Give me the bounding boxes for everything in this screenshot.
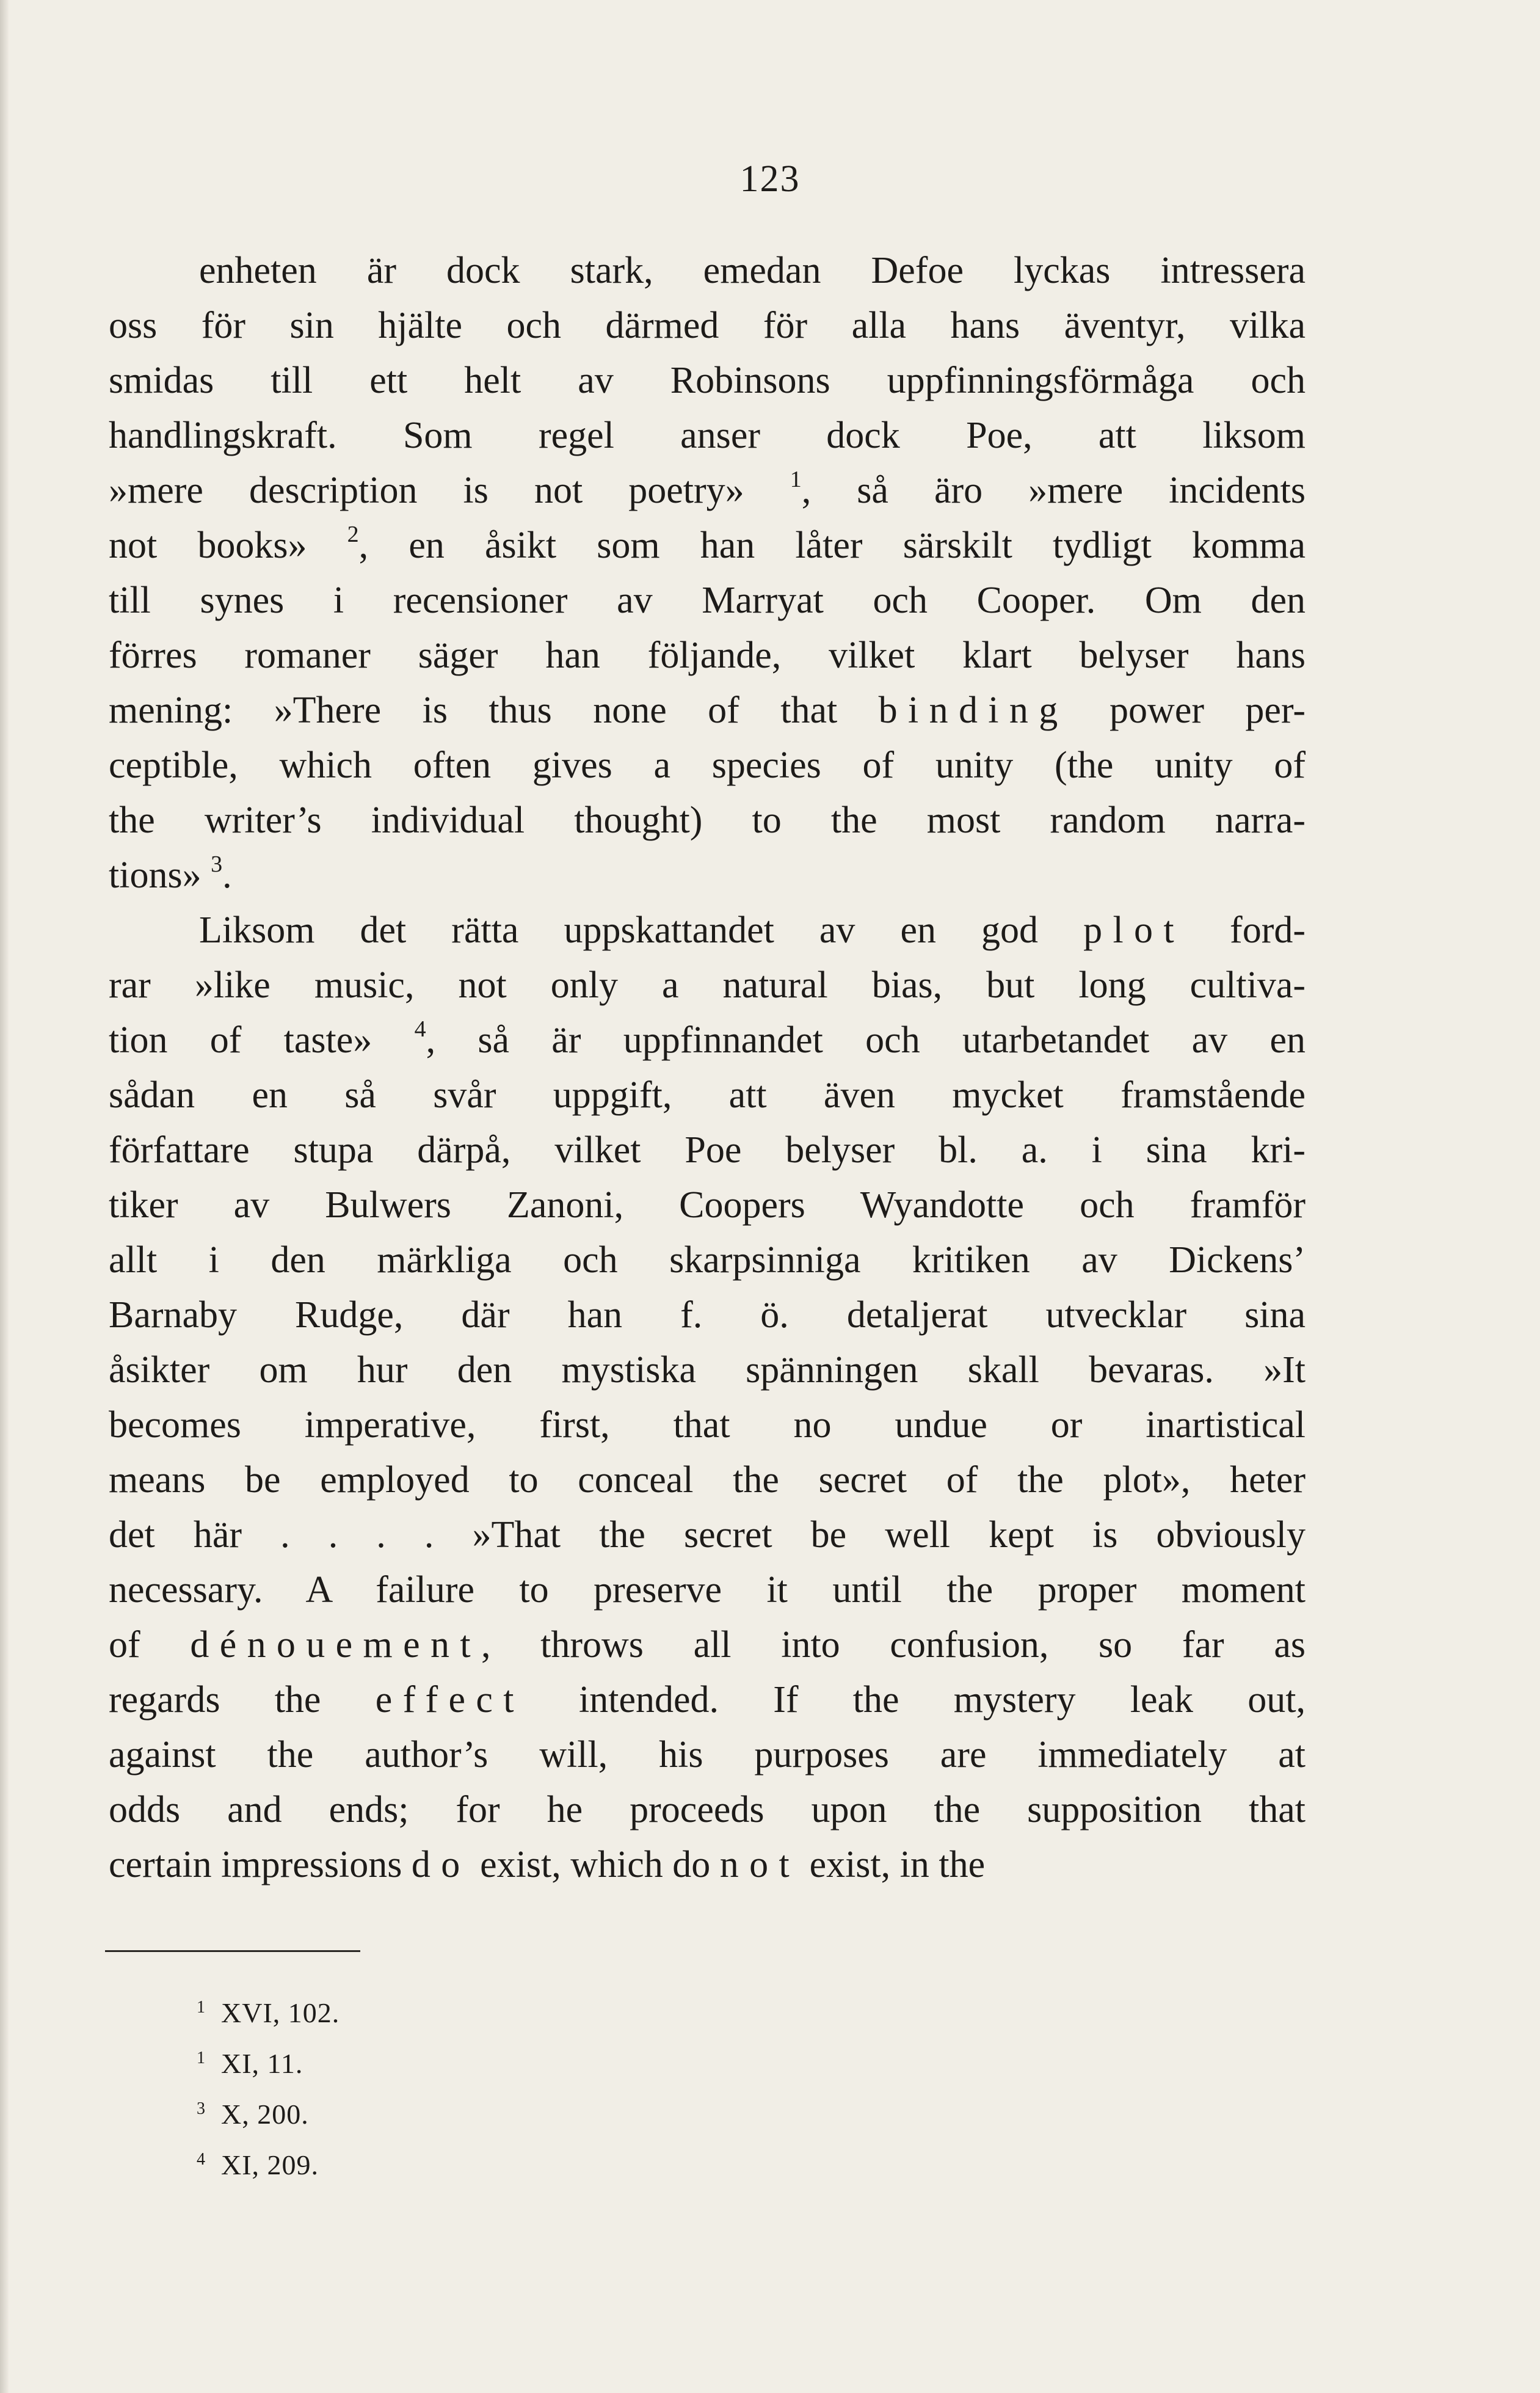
- text-segment: förres romaner säger han följande, vilket klart belyser hans: [109, 635, 1306, 676]
- spaced-emphasis: binding: [878, 690, 1069, 731]
- paragraph-2: [109, 903, 1306, 1892]
- text-line: [109, 1562, 1306, 1617]
- text-line: [109, 1837, 1306, 1892]
- footnote-marker: 3: [197, 2099, 205, 2118]
- paragraph-1: [109, 243, 1306, 903]
- text-segment: regards the: [109, 1679, 376, 1721]
- text-line: [109, 573, 1306, 628]
- text-segment: intended. If the mystery leak out,: [524, 1679, 1306, 1721]
- footnote-separator: [105, 1950, 360, 1952]
- text-segment: enheten är dock stark, emedan Defoe lyckas intressera: [199, 250, 1306, 291]
- text-line: [109, 683, 1306, 738]
- footnote-reference: 1: [790, 467, 802, 492]
- footnote-text: XVI, 102.: [221, 1997, 340, 2028]
- footnote-reference: 4: [414, 1016, 426, 1042]
- text-segment: , en åsikt som han låter särskilt tydligt komma: [358, 525, 1306, 566]
- body-text: [109, 243, 1306, 1892]
- text-segment: Liksom det rätta uppskattandet av en god: [199, 909, 1084, 951]
- text-segment: , throws all into confusion, so far as: [481, 1624, 1306, 1666]
- text-segment: tiker av Bulwers Zanoni, Coopers Wyandotte och framför: [109, 1184, 1306, 1226]
- footnote: [197, 2033, 340, 2083]
- text-segment: exist, which do: [470, 1844, 720, 1885]
- footnote-reference: 2: [347, 522, 359, 547]
- footnote-text: XI, 209.: [221, 2149, 319, 2180]
- text-segment: åsikter om hur den mystiska spänningen skall bevaras. »It: [109, 1349, 1306, 1391]
- footnote-marker: 1: [197, 2049, 205, 2067]
- footnote-text: X, 200.: [221, 2099, 309, 2130]
- footnote-marker: 1: [197, 1998, 205, 2017]
- text-segment: , så är uppfinnandet och utarbetandet av en: [426, 1019, 1306, 1061]
- text-segment: oss för sin hjälte och därmed för alla hans äventyr, vilka: [109, 305, 1306, 346]
- page-number: 123: [739, 158, 801, 200]
- text-segment: odds and ends; for he proceeds upon the supposition that: [109, 1789, 1306, 1830]
- text-line: [109, 1123, 1306, 1178]
- text-segment: of: [109, 1624, 191, 1666]
- text-line: [109, 1672, 1306, 1727]
- text-segment: tion of taste»: [109, 1019, 415, 1061]
- text-segment: means be employed to conceal the secret of the plot», heter: [109, 1459, 1306, 1501]
- text-line: [109, 1013, 1306, 1068]
- text-segment: till synes i recensioner av Marryat och Cooper. Om den: [109, 580, 1306, 621]
- footnotes: [197, 1982, 340, 2185]
- text-line: [109, 1178, 1306, 1233]
- text-line: [109, 408, 1306, 463]
- text-line: [109, 628, 1306, 683]
- text-segment: det här . . . . »That the secret be well kept is obviously: [109, 1514, 1306, 1556]
- text-line: [109, 1068, 1306, 1123]
- text-line: [109, 1342, 1306, 1397]
- text-line: [109, 1507, 1306, 1562]
- spaced-emphasis: not: [719, 1844, 801, 1885]
- text-segment: Barnaby Rudge, där han f. ö. detaljerat utvecklar sina: [109, 1294, 1306, 1336]
- text-line: [109, 298, 1306, 353]
- text-line: [109, 903, 1306, 958]
- text-segment: certain impressions: [109, 1844, 412, 1885]
- text-line: [109, 848, 1306, 903]
- text-segment: necessary. A failure to preserve it until the proper moment: [109, 1569, 1306, 1611]
- text-line: [109, 738, 1306, 793]
- text-line: [109, 958, 1306, 1013]
- page-edge-shadow: [0, 0, 9, 2393]
- footnote: [197, 1982, 340, 2033]
- text-line: [109, 1782, 1306, 1837]
- footnote: [197, 2134, 340, 2185]
- footnote-text: XI, 11.: [221, 2048, 303, 2079]
- text-line: [109, 518, 1306, 573]
- text-segment: smidas till ett helt av Robinsons uppfinningsförmåga och: [109, 360, 1306, 401]
- text-segment: tions»: [109, 854, 211, 896]
- text-line: [109, 1233, 1306, 1288]
- text-segment: handlingskraft. Som regel anser dock Poe, att liksom: [109, 415, 1306, 456]
- footnote-marker: 4: [197, 2150, 205, 2169]
- text-segment: , så äro »mere incidents: [801, 470, 1306, 511]
- text-segment: rar »like music, not only a natural bias, but long cultiva-: [109, 964, 1306, 1006]
- text-line: [109, 243, 1306, 298]
- text-segment: power per-: [1068, 690, 1306, 731]
- spaced-emphasis: effect: [375, 1679, 525, 1721]
- text-segment: not books»: [109, 525, 347, 566]
- text-segment: sådan en så svår uppgift, att även mycket framstående: [109, 1074, 1306, 1116]
- text-line: [109, 793, 1306, 848]
- spaced-emphasis: plot: [1083, 909, 1185, 951]
- text-segment: ford-: [1185, 909, 1306, 951]
- text-segment: against the author’s will, his purposes are immediately at: [109, 1734, 1306, 1776]
- text-segment: författare stupa därpå, vilket Poe belyser bl. a. i sina kri-: [109, 1129, 1306, 1171]
- text-segment: exist, in the: [800, 1844, 986, 1885]
- footnote: [197, 2083, 340, 2134]
- text-segment: the writer’s individual thought) to the most random narra-: [109, 799, 1306, 841]
- text-line: [109, 1397, 1306, 1452]
- text-segment: .: [222, 854, 232, 896]
- text-segment: ceptible, which often gives a species of unity (the unity of: [109, 745, 1306, 786]
- text-segment: mening: »There is thus none of that: [109, 690, 879, 731]
- spaced-emphasis: do: [411, 1844, 471, 1885]
- footnote-reference: 3: [211, 851, 223, 877]
- text-segment: »mere description is not poetry»: [109, 470, 790, 511]
- text-line: [109, 1452, 1306, 1507]
- text-line: [109, 1727, 1306, 1782]
- text-segment: allt i den märkliga och skarpsinniga kritiken av Dickens’: [109, 1239, 1306, 1281]
- text-segment: becomes imperative, first, that no undue or inartistical: [109, 1404, 1306, 1446]
- text-line: [109, 463, 1306, 518]
- text-line: [109, 1288, 1306, 1342]
- text-line: [109, 353, 1306, 408]
- text-line: [109, 1617, 1306, 1672]
- spaced-emphasis: dénouement: [190, 1624, 481, 1666]
